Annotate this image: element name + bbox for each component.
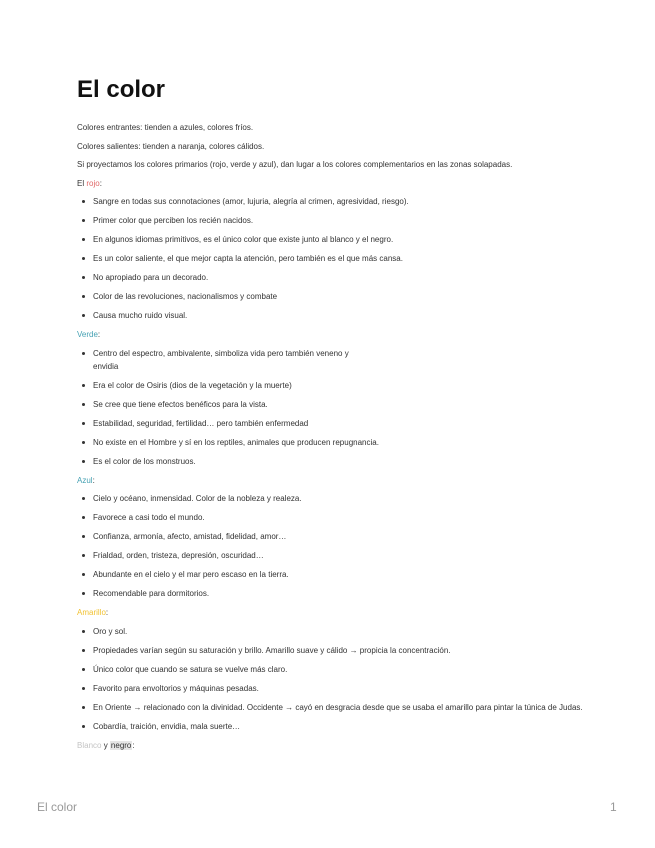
azul-list (77, 492, 597, 600)
section-heading-verde (77, 328, 597, 347)
amarillo-label: Amarillo (77, 608, 106, 617)
document-body (77, 121, 597, 757)
list-item: Es un color saliente, el que mejor capta la atención, pero también es el que más cansa. (77, 252, 597, 265)
conjunction: y (101, 740, 110, 750)
heading-suffix: : (99, 178, 102, 188)
amarillo-list (77, 625, 597, 733)
list-item: Oro y sol. (77, 625, 597, 638)
rojo-list (77, 195, 597, 322)
list-item-line: envidia (93, 361, 119, 371)
rojo-label: rojo (86, 178, 100, 188)
section-heading-rojo (77, 177, 597, 196)
list-item: Color de las revoluciones, nacionalismos y combate (77, 290, 597, 303)
list-item: No existe en el Hombre y sí en los reptiles, animales que producen repugnancia. (77, 436, 597, 449)
intro-paragraph: Colores salientes: tienden a naranja, colores cálidos. (77, 141, 265, 151)
list-item: Propiedades varían según su saturación y brillo. Amarillo suave y cálido → propicia la concentración. (77, 644, 597, 657)
intro-paragraph: Colores entrantes: tienden a azules, colores fríos. (77, 123, 254, 132)
list-item: Favorece a casi todo el mundo. (77, 511, 597, 524)
page-number: 1 (610, 800, 617, 814)
list-item: En Oriente → relacionado con la divinidad. Occidente → cayó en desgracia desde que se usaba el amarillo para pintar la túnica de Judas. (77, 701, 597, 714)
list-item: No apropiado para un decorado. (77, 271, 597, 284)
list-item: Era el color de Osiris (dios de la vegetación y la muerte) (77, 379, 597, 392)
heading-suffix: : (92, 475, 95, 485)
heading-suffix: : (105, 608, 109, 617)
list-item: Único color que cuando se satura se vuelve más claro. (77, 663, 597, 676)
heading-suffix: : (97, 330, 101, 339)
list-item-line: Centro del espectro, ambivalente, simboliza vida pero también veneno y (93, 348, 349, 358)
intro-paragraph: Si proyectamos los colores primarios (rojo, verde y azul), dan lugar a los colores complementarios en las zonas solapadas. (77, 160, 513, 169)
page-title: El color (77, 76, 166, 103)
verde-list (77, 347, 597, 468)
list-item: Estabilidad, seguridad, fertilidad… pero también enfermedad (77, 417, 597, 430)
list-item: Se cree que tiene efectos benéficos para la vista. (77, 398, 597, 411)
list-item: Es el color de los monstruos. (77, 455, 597, 468)
list-item: Confianza, armonía, afecto, amistad, fidelidad, amor… (77, 530, 597, 543)
list-item: Causa mucho ruido visual. (77, 309, 597, 322)
list-item: Primer color que perciben los recién nacidos. (77, 214, 597, 227)
verde-label: Verde (77, 330, 98, 339)
list-item: Frialdad, orden, tristeza, depresión, oscuridad… (77, 549, 597, 562)
list-item: Cobardía, traición, envidia, mala suerte… (77, 720, 597, 733)
footer-title: El color (37, 800, 78, 814)
list-item: Recomendable para dormitorios. (77, 587, 597, 600)
blanco-label: Blanco (77, 740, 102, 750)
section-heading-amarillo (77, 606, 597, 625)
list-item: En algunos idiomas primitivos, es el único color que existe junto al blanco y el negro. (77, 233, 597, 246)
list-item: Sangre en todas sus connotaciones (amor, lujuria, alegría al crimen, agresividad, riesgo). (77, 195, 597, 208)
heading-prefix: El (77, 178, 87, 188)
negro-label: negro (110, 740, 132, 750)
list-item: Cielo y océano, inmensidad. Color de la nobleza y realeza. (77, 492, 597, 505)
azul-label: Azul (77, 475, 93, 485)
list-item (77, 347, 597, 373)
section-heading-azul (77, 474, 597, 493)
section-heading-blanco-negro (77, 739, 597, 758)
list-item: Favorito para envoltorios y máquinas pesadas. (77, 682, 597, 695)
list-item: Abundante en el cielo y el mar pero escaso en la tierra. (77, 568, 597, 581)
heading-suffix: : (132, 740, 135, 750)
